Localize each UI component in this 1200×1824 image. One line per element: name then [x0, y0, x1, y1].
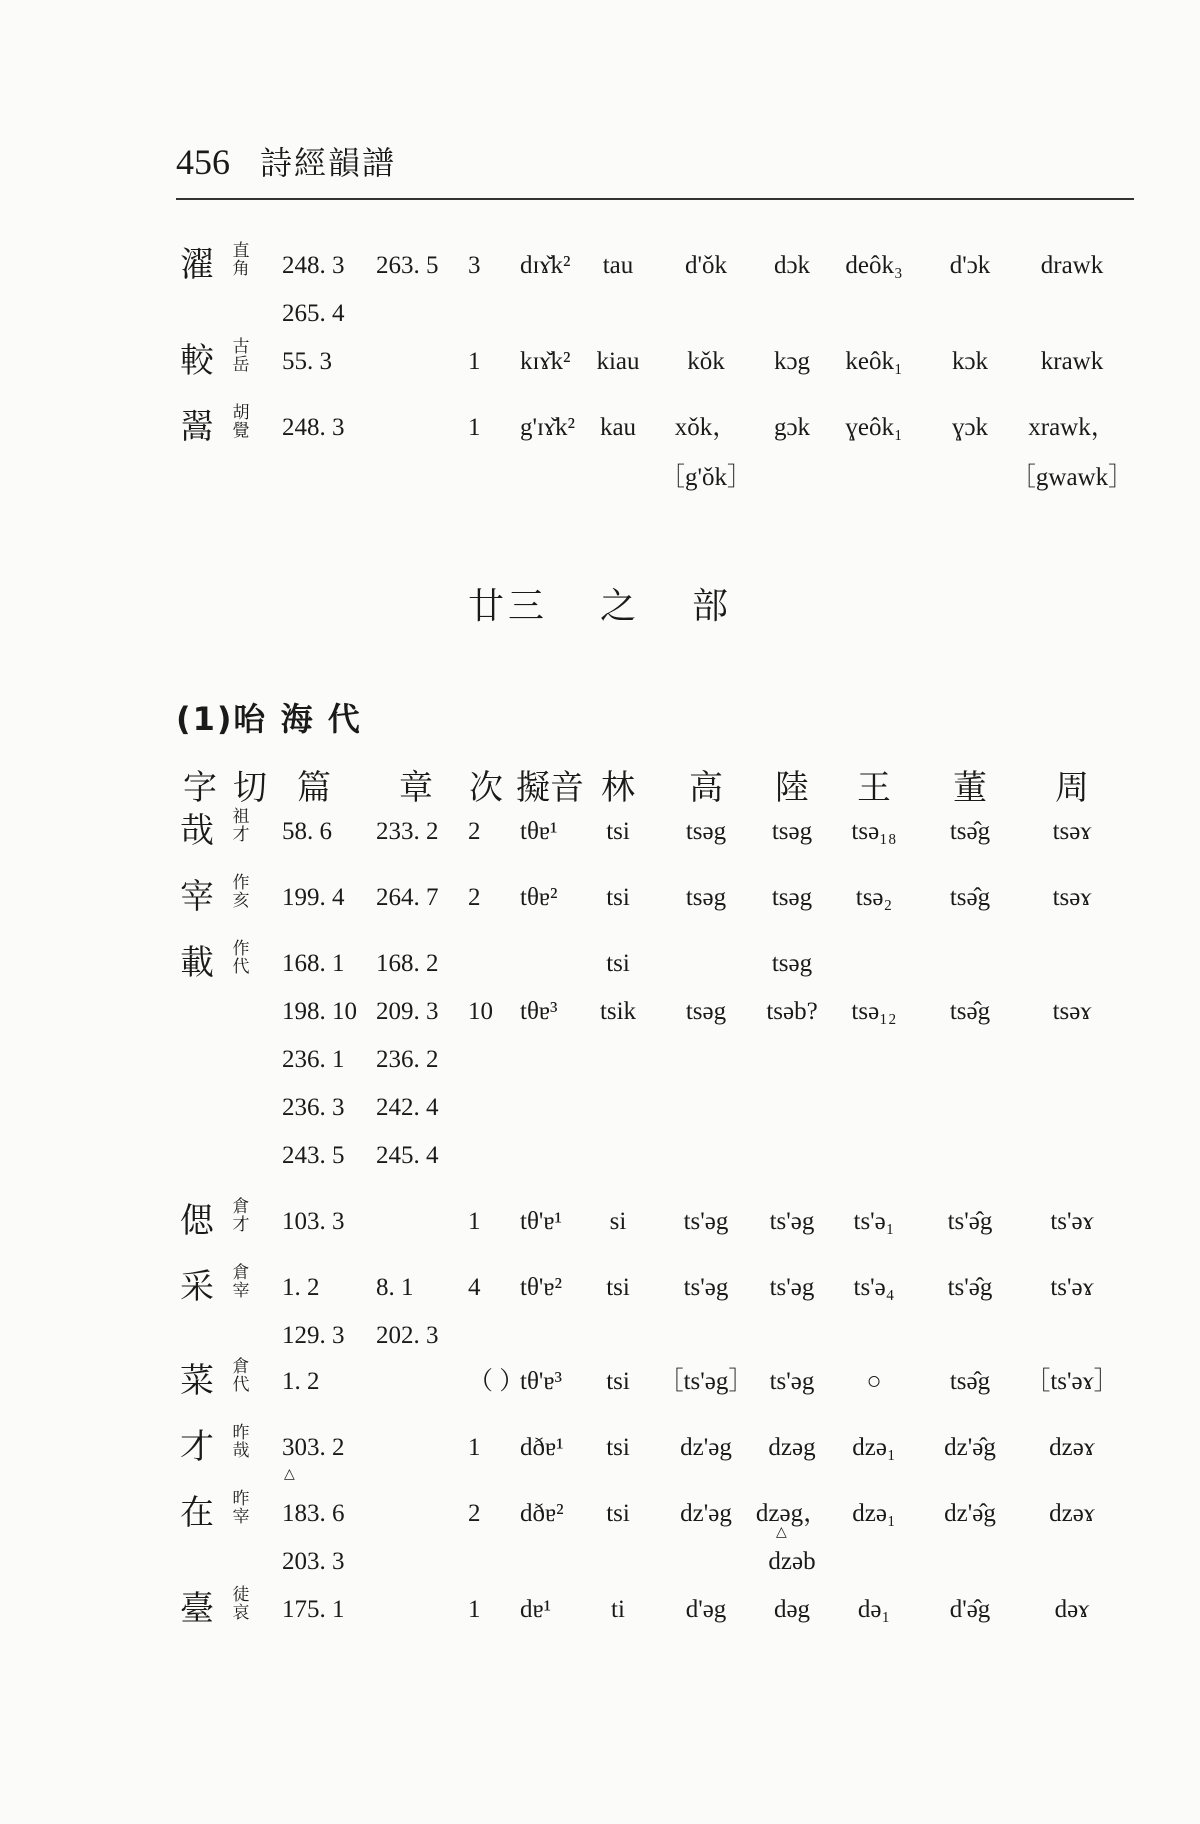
cell-dong: tsə̂g — [949, 884, 991, 911]
cell-dong: d'ə̂g — [949, 1596, 991, 1623]
cell-n: 1 — [468, 348, 481, 375]
column-header: 字 — [183, 768, 217, 808]
cell-gao: dz'əg — [680, 1434, 732, 1461]
cell-zhou: dzəɤ — [1049, 1434, 1095, 1461]
table-row — [0, 1585, 1200, 1642]
cell-ni: tθ'ɐ¹ — [520, 1208, 563, 1235]
table-row — [0, 462, 1200, 510]
cell-gao: ［g'ǒk］ — [659, 464, 753, 491]
cell-p2: 168. 2 — [376, 950, 439, 977]
cell-ni: tθ'ɐ³ — [520, 1368, 563, 1395]
book-title: 詩經韻譜 — [260, 144, 397, 182]
cell-zhou: drawk — [1040, 252, 1104, 279]
cell-char: 菜 — [180, 1361, 214, 1401]
cell-lu: ts'əg — [769, 1368, 815, 1395]
cell-lu: ts'əg — [769, 1274, 815, 1301]
cell-lin: ti — [611, 1596, 625, 1623]
cell-lu: ts'əg — [769, 1208, 815, 1235]
cell-p2: 245. 4 — [376, 1142, 439, 1169]
table-row — [0, 337, 1200, 394]
cell-gao: tsəg — [685, 884, 727, 911]
cell-dong: dz'ə̂g — [944, 1500, 996, 1527]
cell-fanqie: 古岳 — [232, 337, 250, 375]
cell-dong: kɔk — [951, 348, 989, 375]
cell-gao: ［ts'əg］ — [658, 1368, 754, 1395]
cell-dong: tsə̂g — [949, 998, 991, 1025]
cell-ni: tθɐ² — [520, 884, 558, 911]
cell-char: 哉 — [180, 811, 214, 851]
column-header: 王 — [857, 768, 891, 808]
page-header — [176, 138, 396, 184]
cell-lu: dzəb — [768, 1548, 816, 1575]
cell-n: 2 — [468, 884, 481, 911]
cell-fanqie: 祖才 — [232, 807, 250, 845]
cell-p1: 58. 6 — [282, 818, 332, 845]
cell-gao: tsəg — [685, 998, 727, 1025]
cell-fanqie: 倉才 — [232, 1197, 250, 1235]
cell-gao: xǒk， — [674, 414, 738, 441]
cell-wang: keôk₁ — [845, 348, 903, 375]
cell-p1: 1. 2 — [282, 1368, 320, 1395]
cell-gao: kǒk — [687, 348, 725, 375]
cell-wang: də₁ — [857, 1596, 891, 1623]
table-row — [0, 241, 1200, 298]
table-row — [0, 403, 1200, 460]
cell-ni: dɐ¹ — [520, 1596, 552, 1623]
column-header: 陸 — [775, 768, 809, 808]
cell-n: 3 — [468, 252, 481, 279]
cell-p2: 242. 4 — [376, 1094, 439, 1121]
cell-wang: deôk₃ — [845, 252, 903, 279]
cell-char: 臺 — [180, 1589, 214, 1629]
section-title-part: 之 — [599, 586, 640, 627]
column-header: 林 — [601, 768, 635, 808]
section-title-part: 廿三 — [467, 586, 548, 627]
cell-gao: tsəg — [685, 818, 727, 845]
cell-p2: 209. 3 — [376, 998, 439, 1025]
cell-fanqie: 昨宰 — [232, 1489, 250, 1527]
cell-ni: kɪɤ̌k² — [520, 348, 571, 375]
cell-ni: dðɐ¹ — [520, 1434, 564, 1461]
column-header-row — [0, 760, 1200, 808]
table-row — [0, 939, 1200, 996]
cell-wang: dzə₁ — [852, 1500, 896, 1527]
cell-dong: dz'ə̂g — [944, 1434, 996, 1461]
cell-dong: ts'ə̂g — [947, 1208, 993, 1235]
cell-p2: 233. 2 — [376, 818, 439, 845]
cell-p1: 248. 3 — [282, 252, 345, 279]
table-row — [0, 996, 1200, 1044]
cell-lin: si — [609, 1208, 627, 1235]
triangle-mark: △ — [284, 1466, 295, 1482]
cell-wang: tsə₁₈ — [851, 818, 897, 845]
cell-fanqie: 胡覺 — [232, 403, 250, 441]
cell-lu: tsəb? — [766, 998, 818, 1025]
table-row — [0, 1044, 1200, 1092]
column-header: 篇 — [297, 768, 331, 808]
cell-wang: ɣeôk₁ — [845, 414, 903, 441]
cell-zhou: tsəɤ — [1052, 818, 1092, 845]
cell-fanqie: 直角 — [232, 241, 250, 279]
cell-lu: dzəg — [768, 1434, 816, 1461]
cell-gao: ts'əg — [683, 1208, 729, 1235]
cell-gao: d'əg — [685, 1596, 727, 1623]
cell-fanqie: 作代 — [232, 939, 250, 977]
cell-lu: dzəg， — [755, 1500, 829, 1527]
cell-n: 1 — [468, 414, 481, 441]
cell-ni: dðɐ² — [520, 1500, 564, 1527]
cell-gao: d'ǒk — [684, 252, 728, 279]
cell-p1: 1. 2 — [282, 1274, 320, 1301]
cell-n: 1 — [468, 1208, 481, 1235]
cell-lin: tsi — [606, 818, 630, 845]
cell-wang: dzə₁ — [852, 1434, 896, 1461]
cell-p1: 203. 3 — [282, 1548, 345, 1575]
cell-n: 1 — [468, 1434, 481, 1461]
subsection-heading: (1)咍 海 代 — [176, 700, 362, 738]
cell-lin: tsi — [606, 950, 630, 977]
cell-p1: 265. 4 — [282, 300, 345, 327]
cell-p1: 248. 3 — [282, 414, 345, 441]
cell-ni: tθ'ɐ² — [520, 1274, 563, 1301]
cell-p1: 243. 5 — [282, 1142, 345, 1169]
cell-dong: ɣɔk — [951, 414, 989, 441]
cell-zhou: dəɤ — [1054, 1596, 1090, 1623]
cell-p1: 199. 4 — [282, 884, 345, 911]
cell-wang: tsə₁₂ — [851, 998, 897, 1025]
cell-lin: kiau — [596, 348, 640, 375]
cell-fanqie: 作亥 — [232, 873, 250, 911]
cell-p1: 236. 1 — [282, 1046, 345, 1073]
cell-char: 濯 — [180, 245, 214, 285]
cell-ni: tθɐ³ — [520, 998, 558, 1025]
table-row — [0, 1546, 1200, 1594]
cell-char: 宰 — [180, 877, 214, 917]
cell-zhou: ts'əɤ — [1050, 1208, 1094, 1235]
cell-lu: tsəg — [771, 950, 813, 977]
cell-p2: 263. 5 — [376, 252, 439, 279]
cell-lin: tsi — [606, 1434, 630, 1461]
cell-zhou: ts'əɤ — [1050, 1274, 1094, 1301]
table-row — [0, 807, 1200, 864]
table-row — [0, 1489, 1200, 1546]
cell-lin: tsi — [606, 1500, 630, 1527]
cell-ni: dɪɤ̌k² — [520, 252, 571, 279]
table-row — [0, 298, 1200, 346]
cell-lin: tsi — [606, 1368, 630, 1395]
cell-p1: 129. 3 — [282, 1322, 345, 1349]
cell-p1: 175. 1 — [282, 1596, 345, 1623]
cell-wang: tsə₂ — [855, 884, 893, 911]
column-header: 高 — [689, 768, 723, 808]
cell-lin: tau — [602, 252, 634, 279]
cell-fanqie: 倉宰 — [232, 1263, 250, 1301]
header-rule — [176, 198, 1134, 200]
cell-gao: ts'əg — [683, 1274, 729, 1301]
cell-zhou: ［gwawk］ — [1010, 464, 1134, 491]
cell-fanqie: 徒哀 — [232, 1585, 250, 1623]
cell-gao: dz'əg — [680, 1500, 732, 1527]
column-header: 切 — [233, 768, 267, 808]
cell-fanqie: 昨哉 — [232, 1423, 250, 1461]
cell-n: 4 — [468, 1274, 481, 1301]
cell-lin: tsi — [606, 1274, 630, 1301]
cell-ni: g'ɪɤ̌k² — [520, 414, 576, 441]
cell-dong: d'ɔk — [949, 252, 991, 279]
cell-lu: tsəg — [771, 884, 813, 911]
table-row — [0, 1423, 1200, 1480]
cell-wang: ○ — [866, 1368, 882, 1395]
table-row — [0, 1357, 1200, 1414]
table-row — [0, 873, 1200, 930]
cell-dong: tsə̂g — [949, 818, 991, 845]
cell-zhou: krawk — [1040, 348, 1104, 375]
column-header: 擬音 — [516, 768, 584, 808]
cell-char: 載 — [180, 943, 214, 983]
cell-char: 采 — [180, 1267, 214, 1307]
cell-lu: dəg — [773, 1596, 811, 1623]
cell-p1: 183. 6 — [282, 1500, 345, 1527]
cell-lu: dɔk — [773, 252, 811, 279]
table-row — [0, 1263, 1200, 1320]
cell-lu: gɔk — [773, 414, 811, 441]
cell-zhou: tsəɤ — [1052, 998, 1092, 1025]
cell-zhou: tsəɤ — [1052, 884, 1092, 911]
cell-wang: ts'ə₄ — [853, 1274, 895, 1301]
cell-n: 1 — [468, 1596, 481, 1623]
cell-p1: 55. 3 — [282, 348, 332, 375]
column-header: 周 — [1055, 768, 1089, 808]
table-row — [0, 1092, 1200, 1140]
column-header: 董 — [953, 768, 987, 808]
cell-lin: tsi — [606, 884, 630, 911]
cell-p1: 168. 1 — [282, 950, 345, 977]
cell-zhou: ［ts'əɤ］ — [1025, 1368, 1119, 1395]
cell-n: 2 — [468, 818, 481, 845]
cell-lu: kɔg — [773, 348, 811, 375]
cell-ni: tθɐ¹ — [520, 818, 558, 845]
cell-fanqie: 倉代 — [232, 1357, 250, 1395]
cell-dong: tsə̂g — [949, 1368, 991, 1395]
cell-p2: 236. 2 — [376, 1046, 439, 1073]
column-header: 章 — [399, 768, 433, 808]
cell-char: 翯 — [180, 407, 214, 447]
cell-wang: ts'ə₁ — [853, 1208, 895, 1235]
cell-dong: ts'ə̂g — [947, 1274, 993, 1301]
cell-char: 較 — [180, 341, 214, 381]
cell-n: 10 — [468, 998, 493, 1025]
column-header: 次 — [469, 768, 503, 808]
cell-lin: tsik — [599, 998, 637, 1025]
cell-zhou: dzəɤ — [1049, 1500, 1095, 1527]
cell-n: 2 — [468, 1500, 481, 1527]
cell-n: （ ） — [468, 1368, 525, 1395]
cell-char: 才 — [180, 1427, 214, 1467]
cell-p2: 264. 7 — [376, 884, 439, 911]
cell-char: 偲 — [180, 1201, 214, 1241]
cell-p1: 198. 10 — [282, 998, 357, 1025]
cell-p1: 103. 3 — [282, 1208, 345, 1235]
section-title — [0, 578, 1200, 629]
triangle-mark: △ — [776, 1524, 787, 1540]
cell-zhou: xrawk， — [1028, 414, 1116, 441]
cell-lu: tsəg — [771, 818, 813, 845]
cell-p1: 303. 2 — [282, 1434, 345, 1461]
cell-p2: 202. 3 — [376, 1322, 439, 1349]
cell-lin: kau — [599, 414, 637, 441]
table-row — [0, 1197, 1200, 1254]
cell-p2: 8. 1 — [376, 1274, 414, 1301]
cell-p1: 236. 3 — [282, 1094, 345, 1121]
table-row — [0, 1140, 1200, 1188]
page-number: 456 — [176, 142, 230, 182]
cell-char: 在 — [180, 1493, 214, 1533]
section-title-part: 部 — [692, 586, 733, 627]
